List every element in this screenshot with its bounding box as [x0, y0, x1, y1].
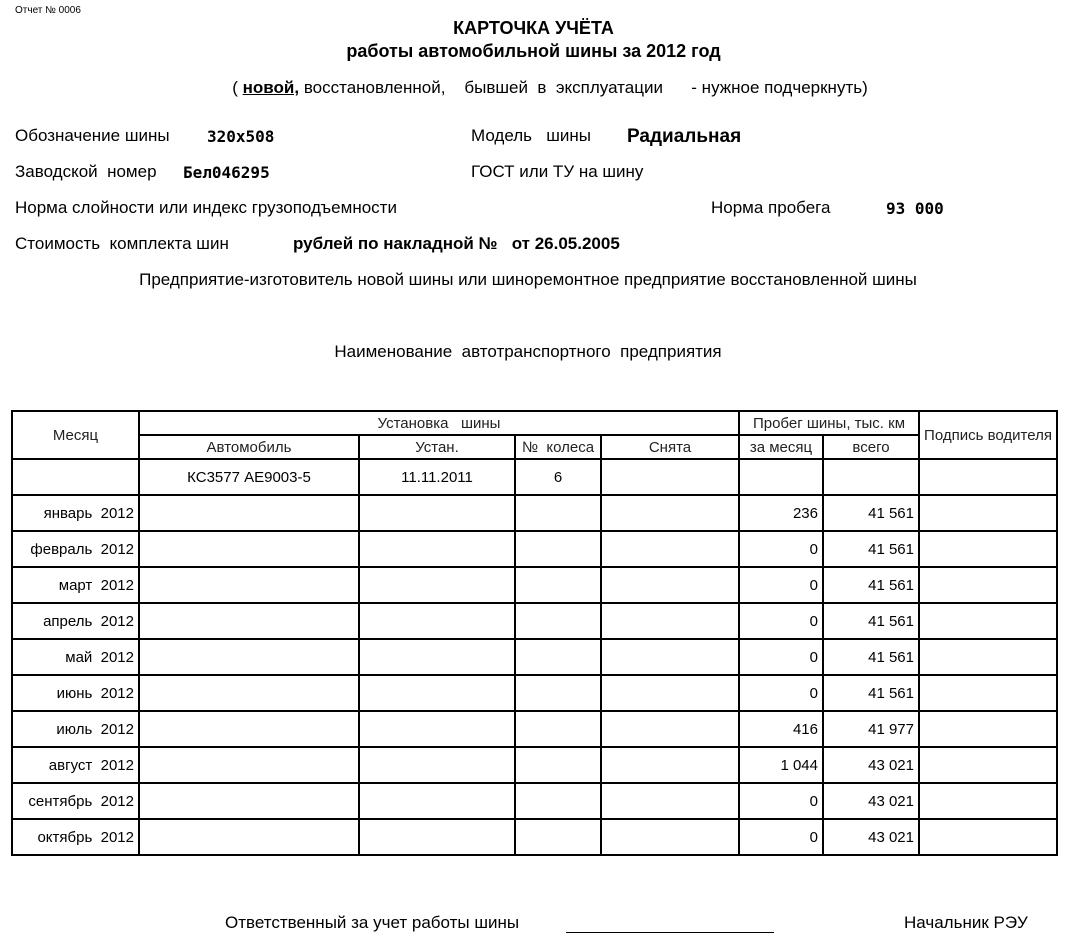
header-wheel: № колеса	[515, 435, 601, 459]
designation-value: 320x508	[207, 127, 275, 146]
status-rest: восстановленной, бывшей в эксплуатации - нужное подчеркнуть)	[303, 78, 868, 97]
mileage-norm-value: 93 000	[886, 199, 944, 218]
cell-installed	[359, 603, 515, 639]
cell-total: 43 021	[823, 747, 919, 783]
cell-wheel	[515, 495, 601, 531]
cell-installed	[359, 639, 515, 675]
cell-removed	[601, 459, 739, 495]
cell-car	[139, 531, 359, 567]
status-open: (	[232, 78, 238, 97]
cell-signature	[919, 531, 1057, 567]
table-row	[12, 531, 1057, 567]
cell-car: КС3577 АЕ9003-5	[139, 459, 359, 495]
cell-removed	[601, 819, 739, 855]
cell-per-month: 0	[739, 819, 823, 855]
header-car: Автомобиль	[139, 435, 359, 459]
cell-removed	[601, 675, 739, 711]
cell-installed	[359, 783, 515, 819]
cell-per-month: 236	[739, 495, 823, 531]
cell-installed	[359, 567, 515, 603]
table-row	[12, 603, 1057, 639]
cell-wheel: 6	[515, 459, 601, 495]
cell-month: сентябрь 2012	[12, 783, 139, 819]
cell-car	[139, 675, 359, 711]
cell-signature	[919, 819, 1057, 855]
cell-removed	[601, 747, 739, 783]
cell-month: февраль 2012	[12, 531, 139, 567]
header-per-month: за месяц	[739, 435, 823, 459]
cell-month: июнь 2012	[12, 675, 139, 711]
cell-per-month: 416	[739, 711, 823, 747]
cell-removed	[601, 711, 739, 747]
cell-total: 41 561	[823, 531, 919, 567]
header-total: всего	[823, 435, 919, 459]
cell-month: август 2012	[12, 747, 139, 783]
cell-installed	[359, 711, 515, 747]
cell-signature	[919, 747, 1057, 783]
cell-signature	[919, 639, 1057, 675]
cell-total: 41 561	[823, 495, 919, 531]
cell-wheel	[515, 603, 601, 639]
cell-removed	[601, 639, 739, 675]
cell-wheel	[515, 819, 601, 855]
cell-per-month: 0	[739, 531, 823, 567]
cell-installed	[359, 747, 515, 783]
cell-wheel	[515, 531, 601, 567]
serial-label: Заводской номер	[15, 162, 157, 181]
cell-month: апрель 2012	[12, 603, 139, 639]
cell-per-month: 0	[739, 675, 823, 711]
cell-month	[12, 459, 139, 495]
header-signature: Подпись водителя	[919, 411, 1057, 459]
cell-month: май 2012	[12, 639, 139, 675]
cell-car	[139, 747, 359, 783]
cell-total: 41 561	[823, 639, 919, 675]
cell-car	[139, 567, 359, 603]
header-installed: Устан.	[359, 435, 515, 459]
cell-signature	[919, 459, 1057, 495]
cell-per-month: 0	[739, 639, 823, 675]
mileage-norm-label: Норма пробега	[711, 198, 831, 217]
cell-car	[139, 819, 359, 855]
table-row	[12, 819, 1057, 855]
cell-per-month: 0	[739, 567, 823, 603]
table-row	[12, 495, 1057, 531]
cell-signature	[919, 567, 1057, 603]
cell-removed	[601, 603, 739, 639]
cell-signature	[919, 783, 1057, 819]
cell-installed	[359, 819, 515, 855]
model-label: Модель шины	[471, 126, 591, 145]
designation-label: Обозначение шины	[15, 126, 170, 145]
cell-per-month	[739, 459, 823, 495]
cell-wheel	[515, 675, 601, 711]
cell-wheel	[515, 711, 601, 747]
cell-installed: 11.11.2011	[359, 459, 515, 495]
cell-car	[139, 639, 359, 675]
table-row	[12, 567, 1057, 603]
cell-total: 41 561	[823, 567, 919, 603]
cell-installed	[359, 495, 515, 531]
cell-month: октябрь 2012	[12, 819, 139, 855]
report-number: Отчет № 0006	[15, 5, 81, 16]
model-value: Радиальная	[627, 126, 742, 147]
manufacturer-label: Предприятие-изготовитель новой шины или шиноремонтное предприятие восстановленной шины	[139, 270, 917, 289]
tire-status-line	[0, 78, 1067, 98]
cell-removed	[601, 495, 739, 531]
cell-wheel	[515, 567, 601, 603]
signature-line	[566, 932, 774, 933]
cell-total	[823, 459, 919, 495]
cell-wheel	[515, 639, 601, 675]
chief-label: Начальник РЭУ	[904, 913, 1028, 932]
cell-signature	[919, 495, 1057, 531]
cell-signature	[919, 675, 1057, 711]
ply-label: Норма слойности или индекс грузоподъемности	[15, 198, 397, 217]
header-month: Месяц	[12, 411, 139, 459]
table-row	[12, 675, 1057, 711]
cell-wheel	[515, 747, 601, 783]
cell-total: 43 021	[823, 819, 919, 855]
cell-installed	[359, 531, 515, 567]
install-row	[12, 459, 1057, 495]
cell-removed	[601, 531, 739, 567]
cell-total: 41 561	[823, 603, 919, 639]
cell-removed	[601, 783, 739, 819]
cell-installed	[359, 675, 515, 711]
cell-per-month: 0	[739, 783, 823, 819]
cell-per-month: 0	[739, 603, 823, 639]
cell-total: 41 977	[823, 711, 919, 747]
status-new: новой,	[242, 78, 300, 97]
tire-record-table	[11, 410, 1058, 856]
table-row	[12, 783, 1057, 819]
cell-removed	[601, 567, 739, 603]
responsible-label: Ответственный за учет работы шины	[225, 913, 520, 932]
header-removed: Снята	[601, 435, 739, 459]
cell-total: 43 021	[823, 783, 919, 819]
page-subtitle: работы автомобильной шины за 2012 год	[346, 41, 721, 61]
table-row	[12, 639, 1057, 675]
table-row	[12, 711, 1057, 747]
cell-total: 41 561	[823, 675, 919, 711]
cell-signature	[919, 711, 1057, 747]
cell-month: март 2012	[12, 567, 139, 603]
page-title: КАРТОЧКА УЧЁТА	[453, 18, 614, 38]
header-install: Установка шины	[139, 411, 739, 435]
cost-label: Стоимость комплекта шин	[15, 234, 229, 253]
cell-month: январь 2012	[12, 495, 139, 531]
gost-label: ГОСТ или ТУ на шину	[471, 162, 644, 181]
cell-wheel	[515, 783, 601, 819]
cell-month: июль 2012	[12, 711, 139, 747]
cell-car	[139, 603, 359, 639]
cell-signature	[919, 603, 1057, 639]
serial-value: Бел046295	[183, 163, 270, 182]
enterprise-label: Наименование автотранспортного предприятия	[334, 342, 722, 361]
header-mileage: Пробег шины, тыс. км	[739, 411, 919, 435]
cell-per-month: 1 044	[739, 747, 823, 783]
cell-car	[139, 495, 359, 531]
cost-value: рублей по накладной № от 26.05.2005	[293, 234, 620, 253]
table-row	[12, 747, 1057, 783]
cell-car	[139, 783, 359, 819]
cell-car	[139, 711, 359, 747]
